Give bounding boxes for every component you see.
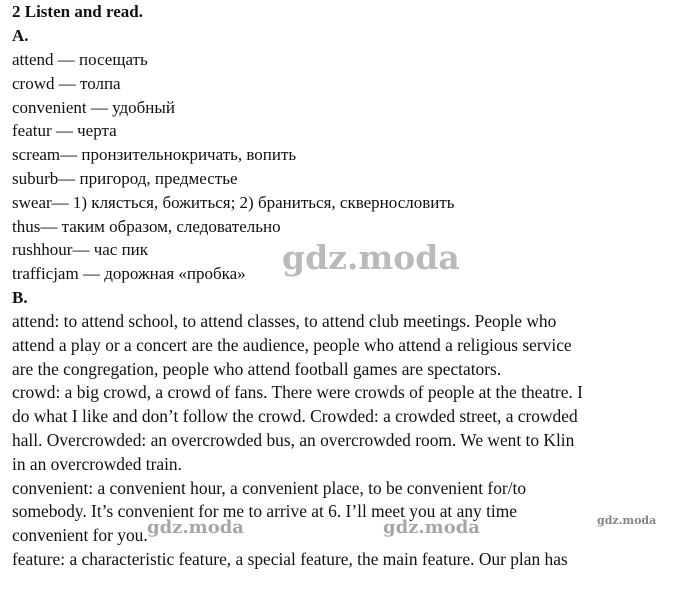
paragraph-line: convenient for you. bbox=[12, 525, 148, 546]
paragraph-line: attend: to attend school, to attend classes, to attend club meetings. People who bbox=[12, 310, 557, 331]
vocab-item-trafficjam: trafficjam — дорожная «пробка» bbox=[12, 264, 246, 284]
section-b-label: B. bbox=[12, 287, 28, 307]
vocab-item-crowd: crowd — толпа bbox=[12, 73, 121, 93]
watermark-small-right: gdz.moda bbox=[383, 517, 480, 538]
paragraph-line: are the congregation, people who attend football games are spectators. bbox=[12, 358, 502, 379]
vocab-item-swear: swear— 1) клясться, божиться; 2) браниться, сквернословить bbox=[12, 192, 455, 212]
vocab-item-feature: featur — черта bbox=[12, 121, 117, 141]
watermark-large: gdz.moda bbox=[282, 238, 460, 277]
paragraph-line: feature: a characteristic feature, a special feature, the main feature. Our plan has bbox=[12, 548, 568, 569]
section-a-label: A. bbox=[12, 26, 29, 45]
usage-paragraph bbox=[12, 310, 692, 572]
exercise-title: 2 Listen and read. bbox=[12, 2, 143, 21]
vocab-item-thus: thus— таким образом, следовательно bbox=[12, 216, 281, 236]
vocabulary-list bbox=[12, 48, 692, 286]
vocab-item-suburb: suburb— пригород, предместье bbox=[12, 168, 238, 188]
vocab-item-rushhour: rushhour— час пик bbox=[12, 240, 149, 260]
paragraph-line: crowd: a big crowd, a crowd of fans. There were crowds of people at the theatre. I bbox=[12, 382, 583, 403]
paragraph-line: in an overcrowded train. bbox=[12, 453, 182, 474]
paragraph-line: attend a play or a concert are the audience, people who attend a religious service bbox=[12, 334, 572, 355]
paragraph-line: convenient: a convenient hour, a convenient place, to be convenient for/to bbox=[12, 477, 527, 498]
paragraph-line: somebody. It’s convenient for me to arrive at 6. I’ll meet you at any time bbox=[12, 501, 517, 522]
paragraph-line: hall. Overcrowded: an overcrowded bus, an overcrowded room. We went to Klin bbox=[12, 429, 575, 450]
watermark-small-left: gdz.moda bbox=[147, 517, 244, 538]
watermark-tiny: gdz.moda bbox=[597, 514, 657, 527]
textbook-page bbox=[12, 0, 692, 572]
vocab-item-scream: scream— пронзительнокричать, вопить bbox=[12, 145, 297, 165]
paragraph-line: do what I like and don’t follow the crowd. Crowded: a crowded street, a crowded bbox=[12, 406, 578, 427]
vocab-item-attend: attend — посещать bbox=[12, 50, 148, 69]
vocab-item-convenient: convenient — удобный bbox=[12, 97, 175, 117]
